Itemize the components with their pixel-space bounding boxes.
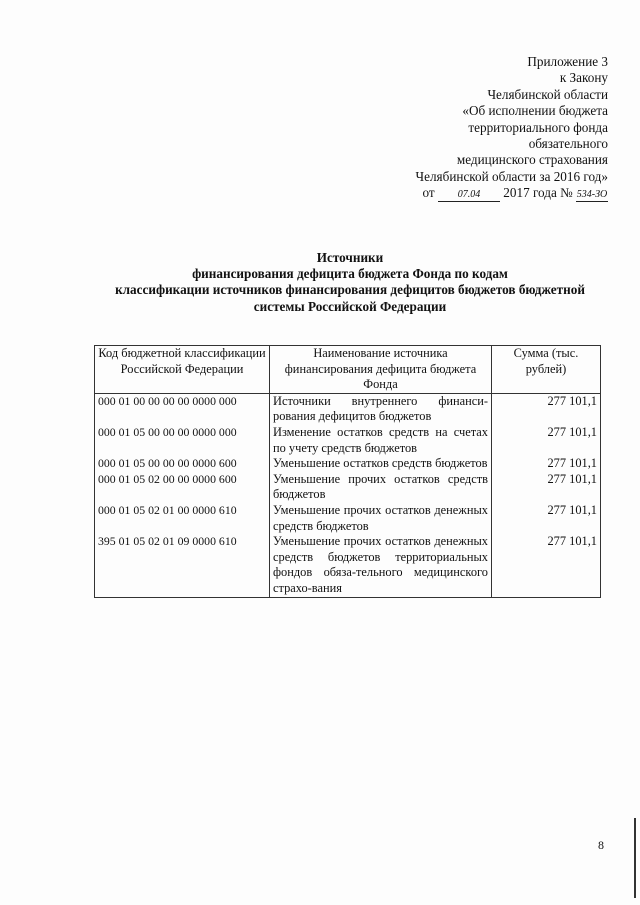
- table-row: [95, 393, 601, 425]
- table-header-row: [95, 346, 601, 394]
- row-amount: 277 101,1: [492, 503, 601, 534]
- row-name: Уменьшение прочих остатков денежных средств бюджетов: [270, 503, 492, 534]
- date-prefix: от: [422, 185, 435, 201]
- row-name: Уменьшение остатков средств бюджетов: [270, 456, 492, 472]
- header-amount: Сумма (тыс. рублей): [492, 346, 601, 394]
- appendix-line: Приложение 3: [527, 54, 608, 69]
- sources-table: [94, 345, 601, 598]
- row-code: 000 01 05 02 00 00 0000 600: [95, 472, 270, 503]
- appendix-line: «Об исполнении бюджета: [462, 103, 608, 119]
- appendix-line: обязательного: [528, 136, 608, 152]
- row-code: 000 01 00 00 00 00 0000 000: [95, 393, 270, 425]
- document-title: [70, 250, 630, 315]
- appendix-line: к Закону: [559, 70, 608, 86]
- row-code: 000 01 05 00 00 00 0000 000: [95, 425, 270, 456]
- appendix-line: медицинского страхования: [456, 152, 608, 168]
- row-amount: 277 101,1: [492, 534, 601, 597]
- row-name: Уменьшение прочих остатков средств бюджетов: [270, 472, 492, 503]
- scan-edge-mark: [634, 818, 636, 898]
- row-name: Уменьшение прочих остатков денежных средств бюджетов территориальных фондов обяза-тельного медицинского страхо-вания: [270, 534, 492, 597]
- row-amount: 277 101,1: [492, 425, 601, 456]
- date-field: 07.04: [438, 189, 500, 202]
- header-name: Наименование источника финансирования дефицита бюджета Фонда: [270, 346, 492, 394]
- row-amount: 277 101,1: [492, 472, 601, 503]
- row-amount: 277 101,1: [492, 456, 601, 472]
- row-name: Источники внутреннего финанси-рования дефицитов бюджетов: [270, 393, 492, 425]
- page-number: 8: [598, 838, 604, 852]
- table-row: [95, 456, 601, 472]
- title-line: Источники: [316, 250, 384, 265]
- appendix-line: Челябинской области: [487, 86, 608, 102]
- row-code: 000 01 05 00 00 00 0000 600: [95, 456, 270, 472]
- table-row: [95, 425, 601, 456]
- law-number-field: 534-ЗО: [576, 189, 608, 201]
- table-row: [95, 503, 601, 534]
- row-code: 000 01 05 02 01 00 0000 610: [95, 503, 270, 534]
- appendix-line: территориального фонда: [468, 119, 608, 135]
- title-line: финансирования дефицита бюджета Фонда по кодам: [192, 266, 508, 282]
- table-row: [95, 472, 601, 503]
- year-text: 2017 года №: [503, 185, 573, 201]
- appendix-line: Челябинской области за 2016 год»: [415, 168, 608, 184]
- table-row: [95, 534, 601, 597]
- row-amount: 277 101,1: [492, 393, 601, 425]
- title-line: классификации источников финансирования дефицитов бюджетов бюджетной: [115, 282, 585, 298]
- appendix-header: [416, 54, 608, 202]
- row-code: 395 01 05 02 01 09 0000 610: [95, 534, 270, 597]
- title-line: системы Российской Федерации: [253, 298, 447, 314]
- law-date-line: [416, 185, 608, 202]
- header-code: Код бюджетной классификации Российской Федерации: [95, 346, 270, 394]
- row-name: Изменение остатков средств на счетах по учету средств бюджетов: [270, 425, 492, 456]
